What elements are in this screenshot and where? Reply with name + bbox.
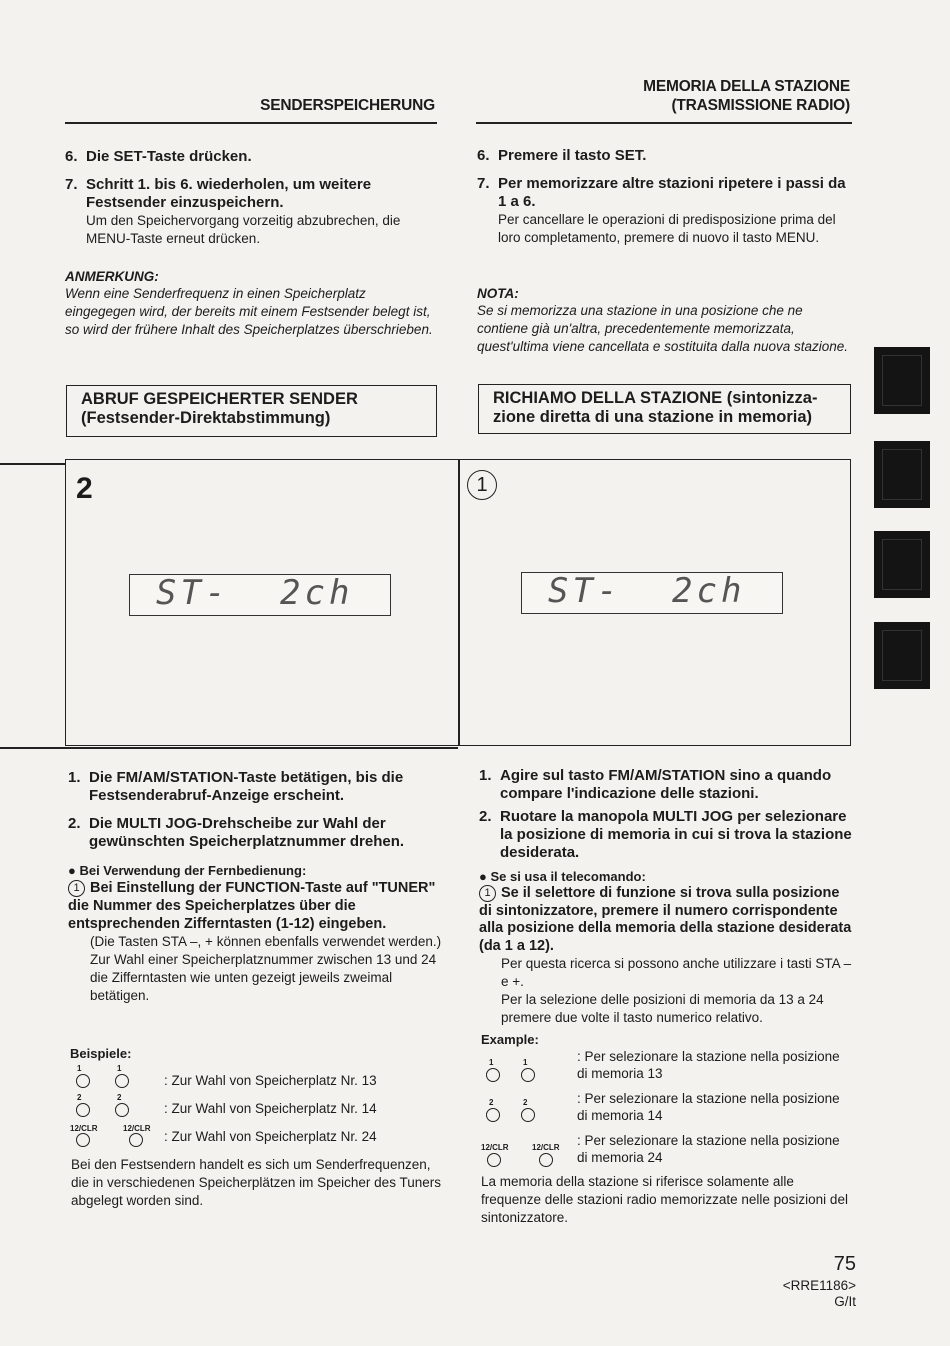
key-label: 1 [117, 1064, 122, 1073]
key-2-icon [115, 1103, 129, 1117]
it-section-header [560, 77, 850, 115]
document-code: <RRE1186> [782, 1278, 856, 1293]
it-step-6 [477, 147, 851, 165]
key-12-clr-icon [487, 1153, 501, 1167]
step-number: 2. [479, 808, 492, 825]
lcd-text-left: ST- [548, 571, 622, 611]
note-title: ANMERKUNG: [65, 269, 159, 284]
de-section-box [66, 385, 437, 437]
page-number: 75 [833, 1253, 856, 1275]
key-1-icon [115, 1074, 129, 1088]
step-text: Ruotare la manopola MULTI JOG per selezionare la posizione di memoria in cui si trova la stazione desiderata. [500, 808, 852, 861]
key-1-icon [76, 1074, 90, 1088]
key-label: 12/CLR [532, 1143, 560, 1152]
example-text: : Per selezionare la stazione nella posizione di memoria 14 [577, 1091, 840, 1123]
circled-number: 1 [479, 885, 496, 902]
key-2-icon [486, 1108, 500, 1122]
side-tab-3 [874, 531, 930, 598]
figure-top-rule [0, 463, 66, 465]
it-step-7 [477, 175, 851, 247]
instruction-note: Per questa ricerca si possono anche utilizzare i tasti STA – e +. [501, 956, 852, 989]
key-1-icon [521, 1068, 535, 1082]
de-example-row-1 [70, 1064, 450, 1090]
instruction-detail: Zur Wahl einer Speicherplatznummer zwischen 13 und 24 die Zifferntasten wie unten gezeigt jeweils zweimal betätigen. [90, 952, 437, 1003]
key-1-icon [486, 1068, 500, 1082]
de-section-header: SENDERSPEICHERUNG [260, 97, 435, 114]
de-remote-bullet: ● Bei Verwendung der Fernbedienung: [68, 863, 307, 878]
step-number: 1. [479, 767, 492, 784]
figure-step-label: 2 [76, 472, 93, 505]
key-label: 2 [77, 1093, 82, 1102]
example-text: : Zur Wahl von Speicherplatz Nr. 24 [164, 1129, 377, 1144]
key-label: 1 [77, 1064, 82, 1073]
step-number: 7. [65, 176, 78, 193]
instruction-title [68, 879, 442, 933]
key-label: 12/CLR [123, 1124, 151, 1133]
example-text: : Zur Wahl von Speicherplatz Nr. 13 [164, 1073, 377, 1088]
key-2-icon [521, 1108, 535, 1122]
lcd-display [129, 574, 391, 616]
figure-circled-label: 1 [467, 470, 497, 500]
example-text: : Per selezionare la stazione nella posizione di memoria 24 [577, 1133, 840, 1165]
figure-bottom-rule [0, 747, 458, 749]
language-code: G/It [834, 1294, 856, 1309]
step-text: Agire sul tasto FM/AM/STATION sino a quando compare l'indicazione delle stazioni. [500, 767, 832, 802]
bullet-text: Se si usa il telecomando: [490, 869, 646, 884]
it-header-line1: MEMORIA DELLA STAZIONE [643, 78, 850, 95]
key-label: 2 [523, 1098, 528, 1107]
lcd-text-right: 2ch [672, 571, 746, 611]
step-title: Per memorizzare altre stazioni ripetere i passi da 1 a 6. [498, 175, 846, 210]
it-note [477, 286, 851, 356]
step-number: 6. [477, 147, 490, 164]
instruction-detail: Per la selezione delle posizioni di memoria da 13 a 24 premere due volte il tasto numerico relativo. [501, 992, 824, 1025]
key-label: 12/CLR [481, 1143, 509, 1152]
step-number: 1. [68, 769, 81, 786]
it-remote-bullet: ● Se si usa il telecomando: [479, 869, 646, 884]
it-example-row-2 [481, 1089, 856, 1127]
it-section-box [478, 384, 851, 434]
de-closing-text: Bei den Festsendern handelt es sich um Senderfrequenzen, die in verschiedenen Speicherplätzen im Speicher des Tuners abgelegt worden sind. [71, 1157, 441, 1208]
de-header-rule [65, 122, 437, 124]
step-text: Die FM/AM/STATION-Taste betätigen, bis die Festsenderabruf-Anzeige erscheint. [89, 769, 404, 804]
example-text: : Zur Wahl von Speicherplatz Nr. 14 [164, 1101, 377, 1116]
bullet-text: Bei Verwendung der Fernbedienung: [79, 863, 307, 878]
side-tab-2 [874, 441, 930, 508]
step-number: 6. [65, 148, 78, 165]
side-tab-4 [874, 622, 930, 689]
key-label: 1 [523, 1058, 528, 1067]
it-box-line1: RICHIAMO DELLA STAZIONE (sintonizza- [493, 389, 818, 407]
de-recall-step-2 [68, 815, 440, 851]
de-step-7 [65, 176, 437, 248]
key-label: 1 [489, 1058, 494, 1067]
lcd-text-right: 2ch [280, 573, 354, 613]
it-recall-step-1 [479, 767, 853, 803]
de-examples-title: Beispiele: [70, 1046, 132, 1061]
it-header-line2: (TRASMISSIONE RADIO) [671, 97, 850, 114]
key-label: 12/CLR [70, 1124, 98, 1133]
de-note [65, 269, 437, 339]
de-remote-instruction [68, 879, 442, 1005]
it-remote-instruction [479, 885, 855, 1027]
lcd-display [521, 572, 783, 614]
key-12-clr-icon [539, 1153, 553, 1167]
de-recall-step-1 [68, 769, 440, 805]
key-2-icon [76, 1103, 90, 1117]
example-text: : Per selezionare la stazione nella posizione di memoria 13 [577, 1049, 840, 1081]
key-label: 2 [117, 1093, 122, 1102]
de-example-row-3 [70, 1122, 450, 1148]
it-figure-panel [458, 459, 851, 746]
de-box-line2: (Festsender-Direktabstimmung) [81, 409, 331, 427]
instruction-bold: Bei Einstellung der FUNCTION-Taste auf "TUNER" die Nummer des Speicherplatzes über die entsprechenden Zifferntasten (1-12) eingeben. [68, 880, 436, 932]
note-text: Wenn eine Senderfrequenz in einen Speicherplatz eingegegen wird, der bereits mit einem Festsender belegt ist, so wird der frühere Inhalt des Speicherplatzes überschrieben. [65, 286, 433, 337]
step-number: 2. [68, 815, 81, 832]
side-tab-1 [874, 347, 930, 414]
key-label: 2 [489, 1098, 494, 1107]
note-title: NOTA: [477, 286, 519, 301]
step-detail: Per cancellare le operazioni di predisposizione prima del loro completamento, premere di nuovo il tasto MENU. [498, 212, 836, 245]
it-box-line2: zione diretta di una stazione in memoria) [493, 408, 813, 426]
it-recall-step-2 [479, 808, 853, 862]
instruction-bold: Se il selettore di funzione si trova sulla posizione di sintonizzatore, premere il numero corrispondente alla posizione della memoria della stazione desiderata (da 1 a 12). [479, 885, 852, 954]
page-footer [700, 1253, 856, 1310]
it-closing-text: La memoria della stazione si riferisce solamente alle frequenze delle stazioni radio memorizzate nelle posizioni del sintonizzatore. [481, 1174, 848, 1225]
step-title: Schritt 1. bis 6. wiederholen, um weitere Festsender einzuspeichern. [86, 176, 372, 211]
it-example-row-1 [481, 1047, 856, 1085]
circled-number: 1 [68, 880, 85, 897]
de-box-line1: ABRUF GESPEICHERTER SENDER [81, 390, 358, 408]
step-text: Die SET-Taste drücken. [86, 148, 252, 165]
step-text: Die MULTI JOG-Drehscheibe zur Wahl der gewünschten Speicherplatznummer drehen. [89, 815, 405, 850]
instruction-note: (Die Tasten STA –, + können ebenfalls verwendet werden.) [90, 934, 442, 949]
de-step-6 [65, 148, 437, 166]
instruction-title [479, 885, 855, 955]
it-examples-title: Example: [481, 1032, 539, 1047]
it-header-rule [476, 122, 852, 124]
lcd-text-left: ST- [156, 573, 230, 613]
de-example-row-2 [70, 1093, 450, 1119]
key-12-clr-icon [76, 1133, 90, 1147]
step-text: Premere il tasto SET. [498, 147, 647, 164]
step-number: 7. [477, 175, 490, 192]
key-12-clr-icon [129, 1133, 143, 1147]
de-figure-panel [65, 459, 460, 746]
it-example-row-3 [481, 1131, 856, 1171]
note-text: Se si memorizza una stazione in una posizione che ne contiene già un'altra, precedentemente memorizzata, quest'ultima viene cancellata e sostituita dalla nuova stazione. [477, 303, 849, 354]
step-detail: Um den Speichervorgang vorzeitig abzubrechen, die MENU-Taste erneut drücken. [86, 213, 401, 246]
